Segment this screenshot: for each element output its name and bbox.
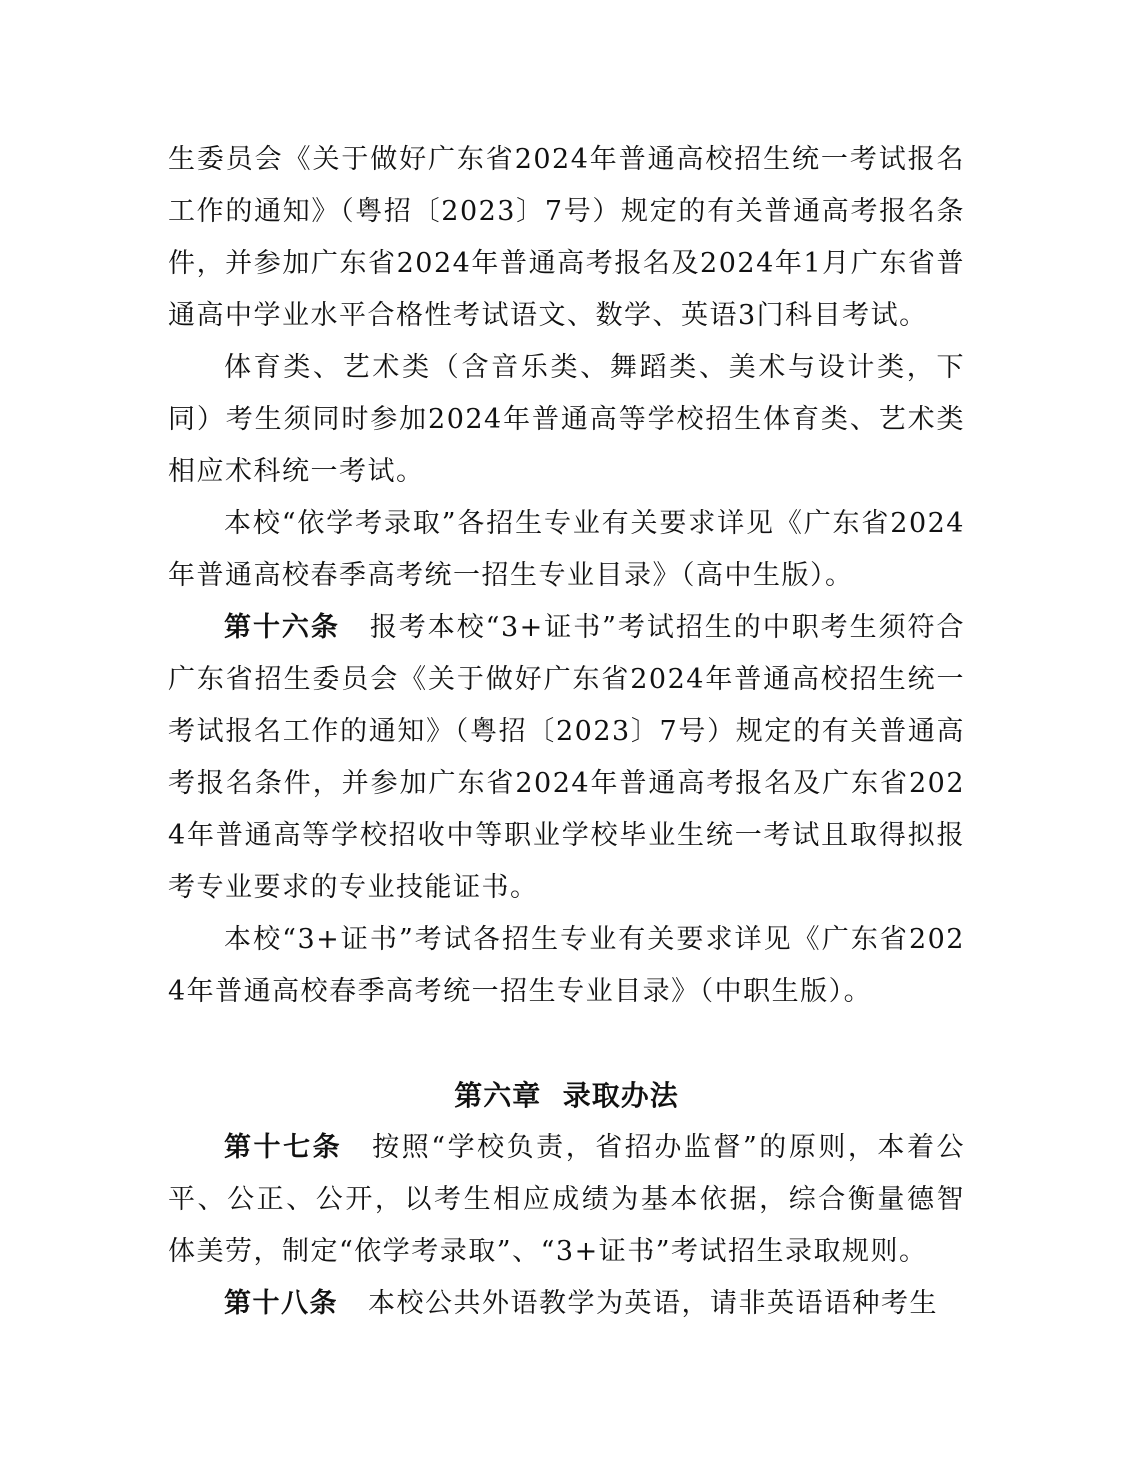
paragraph-text: 报考本校“3+证书”考试招生的中职考生须符合广东省招生委员会《关于做好广东省2024年普通高校招生统一考试报名工作的通知》（粤招〔2023〕7号）规定的有关普通高考报名条件，并参加广东省2024年普通高考报名及广东省2024年普通高等学校招收中等职业学校毕业生统一考试且取得拟报考专业要求的专业技能证书。 [168, 612, 965, 903]
paragraph-text: 体育类、艺术类（含音乐类、舞蹈类、美术与设计类，下同）考生须同时参加2024年普通高等学校招生体育类、艺术类相应术科统一考试。 [168, 352, 965, 487]
paragraph-1 [168, 134, 965, 342]
paragraph-text: 本校公共外语教学为英语，请非英语语种考生 [368, 1288, 938, 1319]
paragraph-5 [168, 914, 965, 1018]
paragraph-2 [168, 342, 965, 498]
article-16 [168, 602, 965, 914]
document-page [168, 134, 965, 1330]
article-17 [168, 1122, 965, 1278]
paragraph-text: 按照“学校负责，省招办监督”的原则，本着公平、公正、公开，以考生相应成绩为基本依据，综合衡量德智体美劳，制定“依学考录取”、“3+证书”考试招生录取规则。 [168, 1132, 966, 1267]
article-number: 第十六条 [224, 612, 340, 643]
article-18 [168, 1278, 965, 1330]
chapter-title: 第六章 录取办法 [454, 1079, 679, 1112]
paragraph-text: 本校“依学考录取”各招生专业有关要求详见《广东省2024年普通高校春季高考统一招生专业目录》（高中生版）。 [168, 508, 965, 591]
paragraph-3 [168, 498, 965, 602]
article-number: 第十八条 [224, 1288, 338, 1319]
paragraph-text: 本校“3+证书”考试各招生专业有关要求详见《广东省2024年普通高校春季高考统一招生专业目录》（中职生版）。 [168, 924, 965, 1007]
paragraph-text: 生委员会《关于做好广东省2024年普通高校招生统一考试报名工作的通知》（粤招〔2023〕7号）规定的有关普通高考报名条件，并参加广东省2024年普通高考报名及2024年1月广东省普通高中学业水平合格性考试语文、数学、英语3门科目考试。 [168, 144, 965, 331]
article-number: 第十七条 [224, 1132, 343, 1163]
